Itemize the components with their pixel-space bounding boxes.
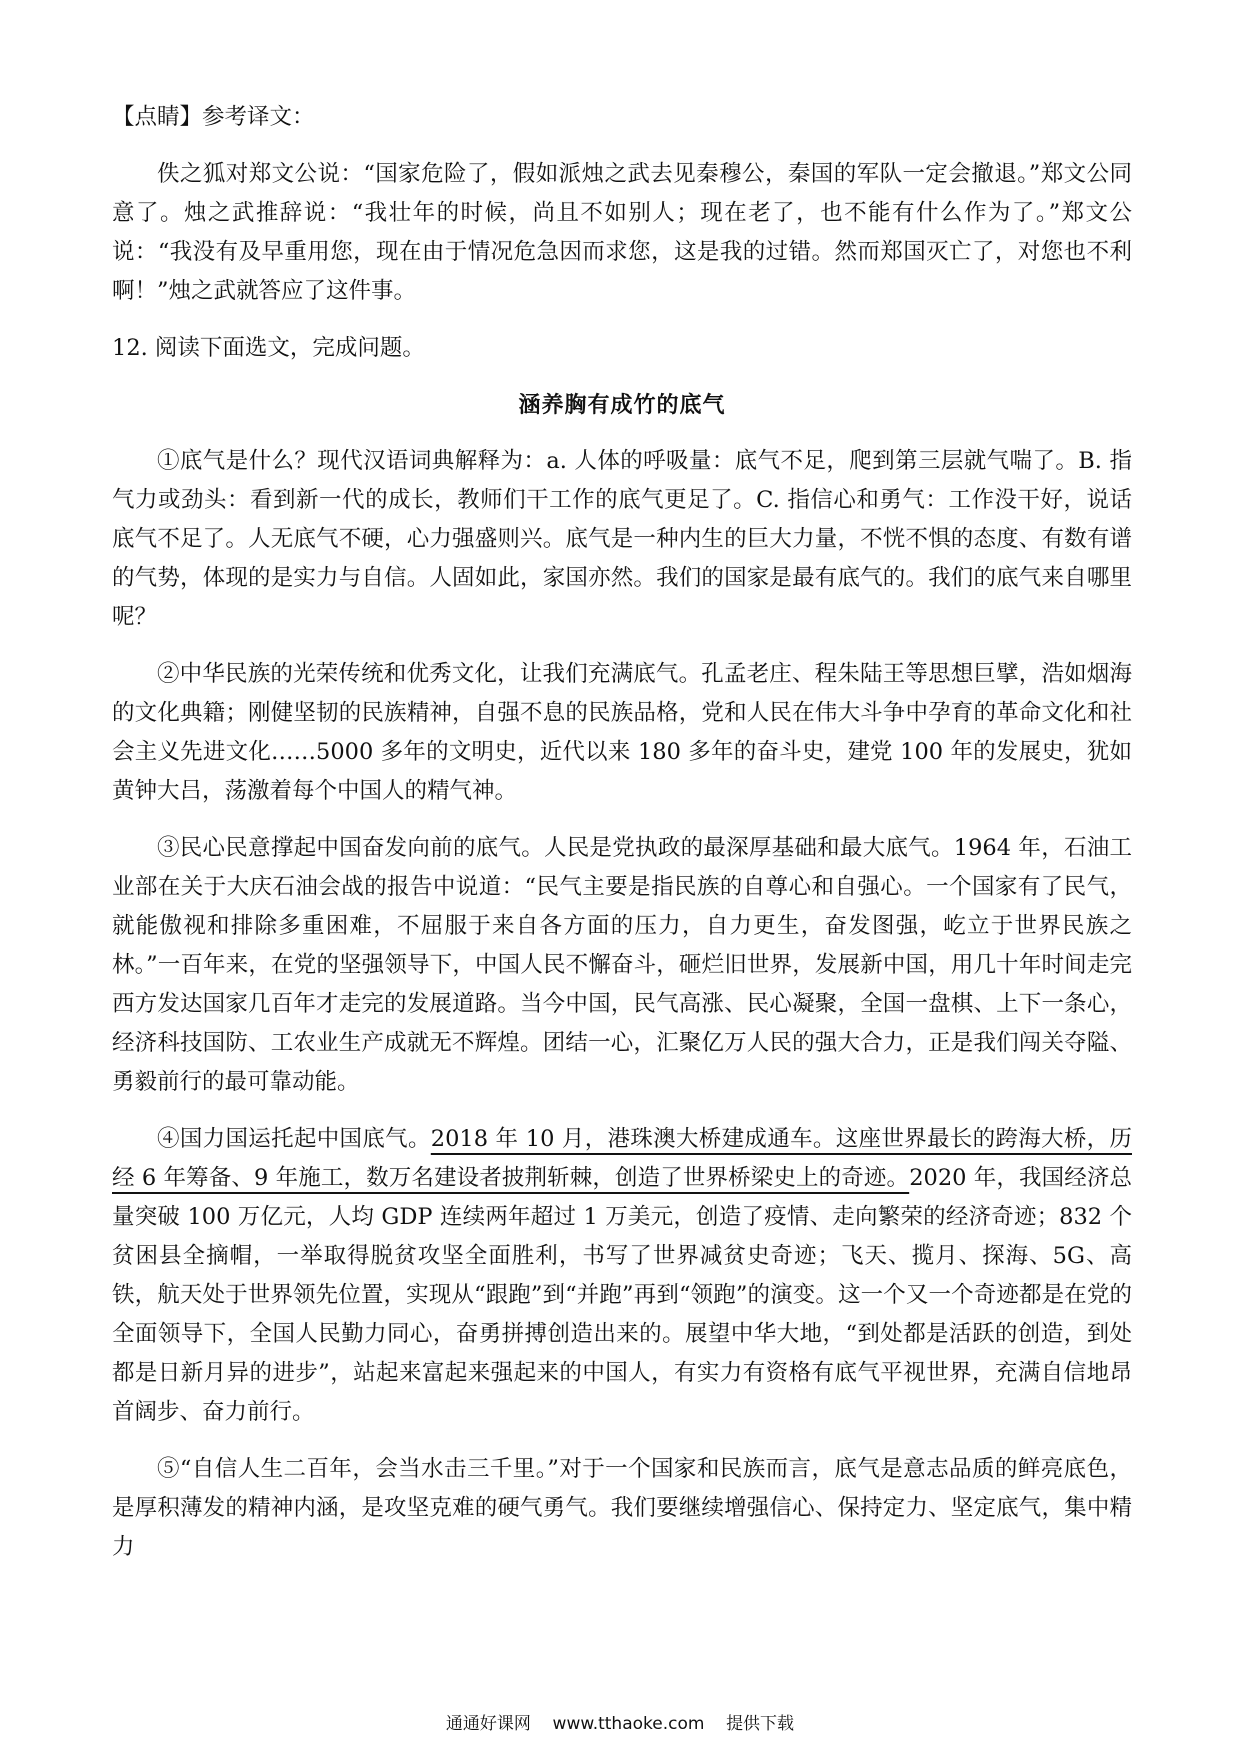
underlined-sentence: 2018 年 10 月，港珠澳大桥建成通车。这座世界最长的跨海大桥，历经 6 年筹备、9 年施工，数万名建设者披荆斩棘，创造了世界桥梁史上的奇迹。 xyxy=(112,1126,1132,1191)
paragraph-4 xyxy=(112,1120,1132,1432)
essay-title: 涵养胸有成竹的底气 xyxy=(518,393,726,418)
paragraph-2: ②中华民族的光荣传统和优秀文化，让我们充满底气。孔孟老庄、程朱陆王等思想巨擘，浩如烟海的文化典籍；刚健坚韧的民族精神，自强不息的民族品格，党和人民在伟大斗争中孕育的革命文化和社会主义先进文化……5000 多年的文明史，近代以来 180 多年的奋斗史，建党 100 年的发展史，犹如黄钟大吕，荡激着每个中国人的精气神。 xyxy=(112,661,1132,804)
paragraph-4-rest: 2020 年，我国经济总量突破 100 万亿元，人均 GDP 连续两年超过 1 万美元，创造了疫情、走向繁荣的经济奇迹；832 个贫困县全摘帽，一举取得脱贫攻坚全面胜利，书写了世界减贫史奇迹；飞天、揽月、探海、5G、高铁，航天处于世界领先位置，实现从“跟跑”到“并跑”再到“领跑”的演变。这一个又一个奇迹都是在党的全面领导下，全国人民勤力同心，奋勇拼搏创造出来的。展望中华大地，“到处都是活跃的创造，到处都是日新月异的进步”，站起来富起来强起来的中国人，有实力有资格有底气平视世界，充满自信地昂首阔步、奋力前行。 xyxy=(112,1165,1132,1425)
question-heading: 12. 阅读下面选文，完成问题。 xyxy=(112,335,425,361)
paragraph-1: ①底气是什么？现代汉语词典解释为：a. 人体的呼吸量：底气不足，爬到第三层就气喘了。B. 指气力或劲头：看到新一代的成长，教师们干工作的底气更足了。C. 指信心和勇气：工作没干好，说话底气不足了。人无底气不硬，心力强盛则兴。底气是一种内生的巨大力量，不恍不惧的态度、有数有谱的气势，体现的是实力与自信。人固如此，家国亦然。我们的国家是最有底气的。我们的底气来自哪里呢？ xyxy=(112,448,1132,630)
footer-suffix: 提供下载 xyxy=(726,1714,795,1734)
paragraph-5: ⑤“自信人生二百年，会当水击三千里。”对于一个国家和民族而言，底气是意志品质的鲜亮底色，是厚积薄发的精神内涵，是攻坚克难的硬气勇气。我们要继续增强信心、保持定力、坚定底气，集中精力 xyxy=(112,1456,1132,1560)
paragraph-4-prefix: ④国力国运托起中国底气。 xyxy=(157,1126,431,1152)
document-content xyxy=(112,98,1132,1585)
footer-url: www.tthaoke.com xyxy=(552,1714,705,1734)
page-footer xyxy=(0,1712,1240,1736)
review-label: 【点睛】参考译文： xyxy=(112,104,315,130)
footer-site: 通通好课网 xyxy=(445,1714,531,1734)
translation-paragraph: 佚之狐对郑文公说：“国家危险了，假如派烛之武去见秦穆公，秦国的军队一定会撤退。”郑文公同意了。烛之武推辞说：“我壮年的时候，尚且不如别人；现在老了，也不能有什么作为了。”郑文公说：“我没有及早重用您，现在由于情况危急因而求您，这是我的过错。然而郑国灭亡了，对您也不利啊！”烛之武就答应了这件事。 xyxy=(112,161,1132,304)
paragraph-3: ③民心民意撑起中国奋发向前的底气。人民是党执政的最深厚基础和最大底气。1964 年，石油工业部在关于大庆石油会战的报告中说道：“民气主要是指民族的自尊心和自强心。一个国家有了民气，就能傲视和排除多重困难，不屈服于来自各方面的压力，自力更生，奋发图强，屹立于世界民族之林。”一百年来，在党的坚强领导下，中国人民不懈奋斗，砸烂旧世界，发展新中国，用几十年时间走完西方发达国家几百年才走完的发展道路。当今中国，民气高涨、民心凝聚，全国一盘棋、上下一条心，经济科技国防、工农业生产成就无不辉煌。团结一心，汇聚亿万人民的强大合力，正是我们闯关夺隘、勇毅前行的最可靠动能。 xyxy=(112,835,1132,1095)
